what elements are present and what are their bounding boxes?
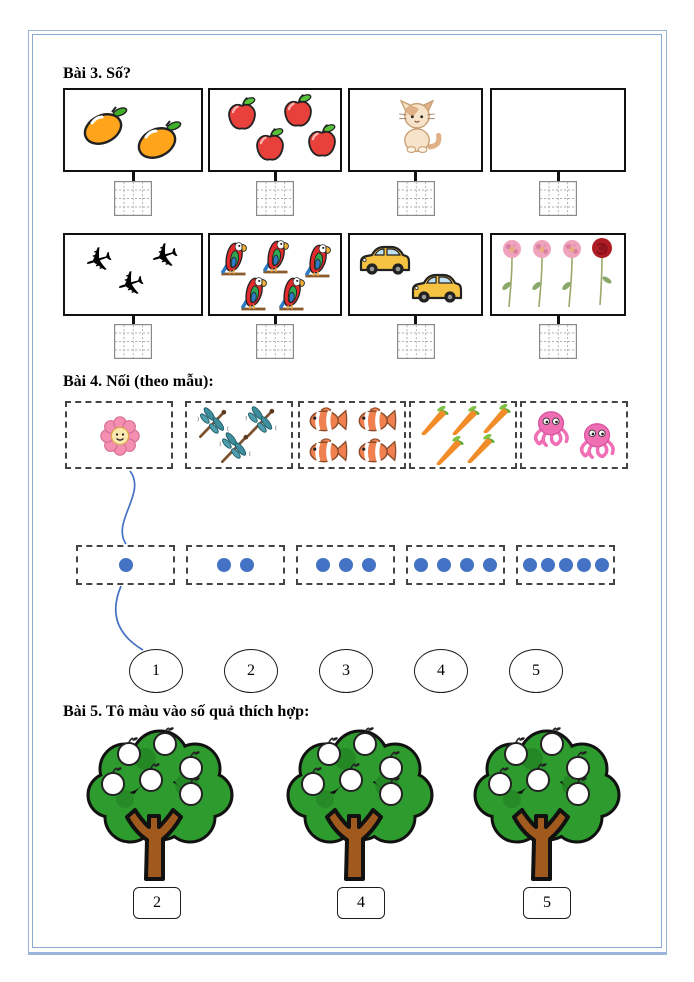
box-stem xyxy=(414,316,417,324)
exercise-4-title: Bài 4. Nối (theo mẫu): xyxy=(63,373,214,390)
exercise-3-picture-box xyxy=(208,88,342,172)
answer-grid[interactable] xyxy=(539,324,577,359)
box-stem xyxy=(557,316,560,324)
exercise-4-picture-box[interactable] xyxy=(298,401,406,469)
parrot-icon xyxy=(258,235,292,275)
exercise-4-picture-box[interactable] xyxy=(185,401,293,469)
airplane-icon: ✈ xyxy=(145,233,185,281)
pink-flower-icon xyxy=(500,238,524,310)
counting-dot xyxy=(414,558,428,572)
tree-number-box: 4 xyxy=(337,887,385,919)
pink-flower-icon xyxy=(560,238,584,310)
box-stem xyxy=(132,316,135,324)
answer-grid[interactable] xyxy=(114,324,152,359)
exercise-4-picture-box[interactable] xyxy=(65,401,173,469)
counting-dot xyxy=(483,558,497,572)
exercise-3-picture-box xyxy=(208,233,342,316)
exercise-3-picture-box xyxy=(63,88,203,172)
apple-tree xyxy=(85,727,235,885)
apple-icon xyxy=(304,122,340,158)
dragonfly-icon xyxy=(215,430,255,468)
dot-group xyxy=(188,547,283,583)
apple-tree xyxy=(472,727,622,885)
carrot-icon xyxy=(417,405,449,435)
exercise-4-dot-box[interactable] xyxy=(186,545,285,585)
counting-dot xyxy=(559,558,573,572)
counting-dot xyxy=(460,558,474,572)
answer-grid[interactable] xyxy=(256,181,294,216)
apple-tree xyxy=(285,727,435,885)
clownfish-icon xyxy=(356,437,398,465)
clownfish-icon xyxy=(307,406,349,434)
number-oval[interactable]: 4 xyxy=(414,649,468,693)
smiling-flower-icon xyxy=(99,415,141,457)
box-stem xyxy=(274,172,277,181)
answer-grid[interactable] xyxy=(256,324,294,359)
rose-icon xyxy=(590,236,614,308)
exercise-3-picture-box xyxy=(490,88,626,172)
counting-dot xyxy=(316,558,330,572)
box-stem xyxy=(414,172,417,181)
octopus-icon xyxy=(530,409,574,449)
clownfish-icon xyxy=(356,406,398,434)
dot-group xyxy=(78,547,173,583)
dot-group xyxy=(408,547,503,583)
carrot-icon xyxy=(463,433,495,463)
answer-grid[interactable] xyxy=(539,181,577,216)
exercise-3-picture-box xyxy=(63,233,203,316)
counting-dot xyxy=(595,558,609,572)
number-oval[interactable]: 2 xyxy=(224,649,278,693)
exercise-3-picture-box xyxy=(490,233,626,316)
dot-group xyxy=(298,547,393,583)
answer-grid[interactable] xyxy=(114,181,152,216)
dot-group xyxy=(518,547,613,583)
counting-dot xyxy=(339,558,353,572)
counting-dot xyxy=(119,558,133,572)
answer-grid[interactable] xyxy=(397,181,435,216)
number-oval[interactable]: 1 xyxy=(129,649,183,693)
tree-number-box: 2 xyxy=(133,887,181,919)
exercise-3-picture-box xyxy=(348,88,483,172)
exercise-3-picture-box xyxy=(348,233,483,316)
airplane-icon: ✈ xyxy=(111,261,151,309)
number-oval[interactable]: 5 xyxy=(509,649,563,693)
parrot-icon xyxy=(236,272,270,312)
exercise-4-dot-box[interactable] xyxy=(76,545,175,585)
exercise-3-title: Bài 3. Số? xyxy=(63,65,132,82)
counting-dot xyxy=(240,558,254,572)
car-icon xyxy=(358,243,412,277)
clownfish-icon xyxy=(307,437,349,465)
apple-icon xyxy=(252,126,288,162)
number-oval[interactable]: 3 xyxy=(319,649,373,693)
mango-icon xyxy=(79,104,131,148)
carrot-icon xyxy=(448,405,480,435)
box-stem xyxy=(274,316,277,324)
cat-icon xyxy=(387,98,447,158)
counting-dot xyxy=(362,558,376,572)
exercise-4-dot-box[interactable] xyxy=(406,545,505,585)
car-icon xyxy=(410,271,464,305)
exercise-4-dot-box[interactable] xyxy=(516,545,615,585)
airplane-icon: ✈ xyxy=(79,237,119,285)
mango-icon xyxy=(133,118,185,162)
answer-grid[interactable] xyxy=(397,324,435,359)
carrot-icon xyxy=(479,403,511,433)
pink-flower-icon xyxy=(530,238,554,310)
exercise-5-title: Bài 5. Tô màu vào số quả thích hợp: xyxy=(63,703,310,720)
exercise-4-picture-box[interactable] xyxy=(409,401,517,469)
counting-dot xyxy=(541,558,555,572)
tree-number-box: 5 xyxy=(523,887,571,919)
counting-dot xyxy=(217,558,231,572)
counting-dot xyxy=(437,558,451,572)
octopus-icon xyxy=(576,421,620,461)
box-stem xyxy=(132,172,135,181)
exercise-4-dot-box[interactable] xyxy=(296,545,395,585)
exercise-4-picture-box[interactable] xyxy=(520,401,628,469)
box-stem xyxy=(557,172,560,181)
parrot-icon xyxy=(216,237,250,277)
carrot-icon xyxy=(432,435,464,465)
parrot-icon xyxy=(274,272,308,312)
counting-dot xyxy=(577,558,591,572)
counting-dot xyxy=(523,558,537,572)
